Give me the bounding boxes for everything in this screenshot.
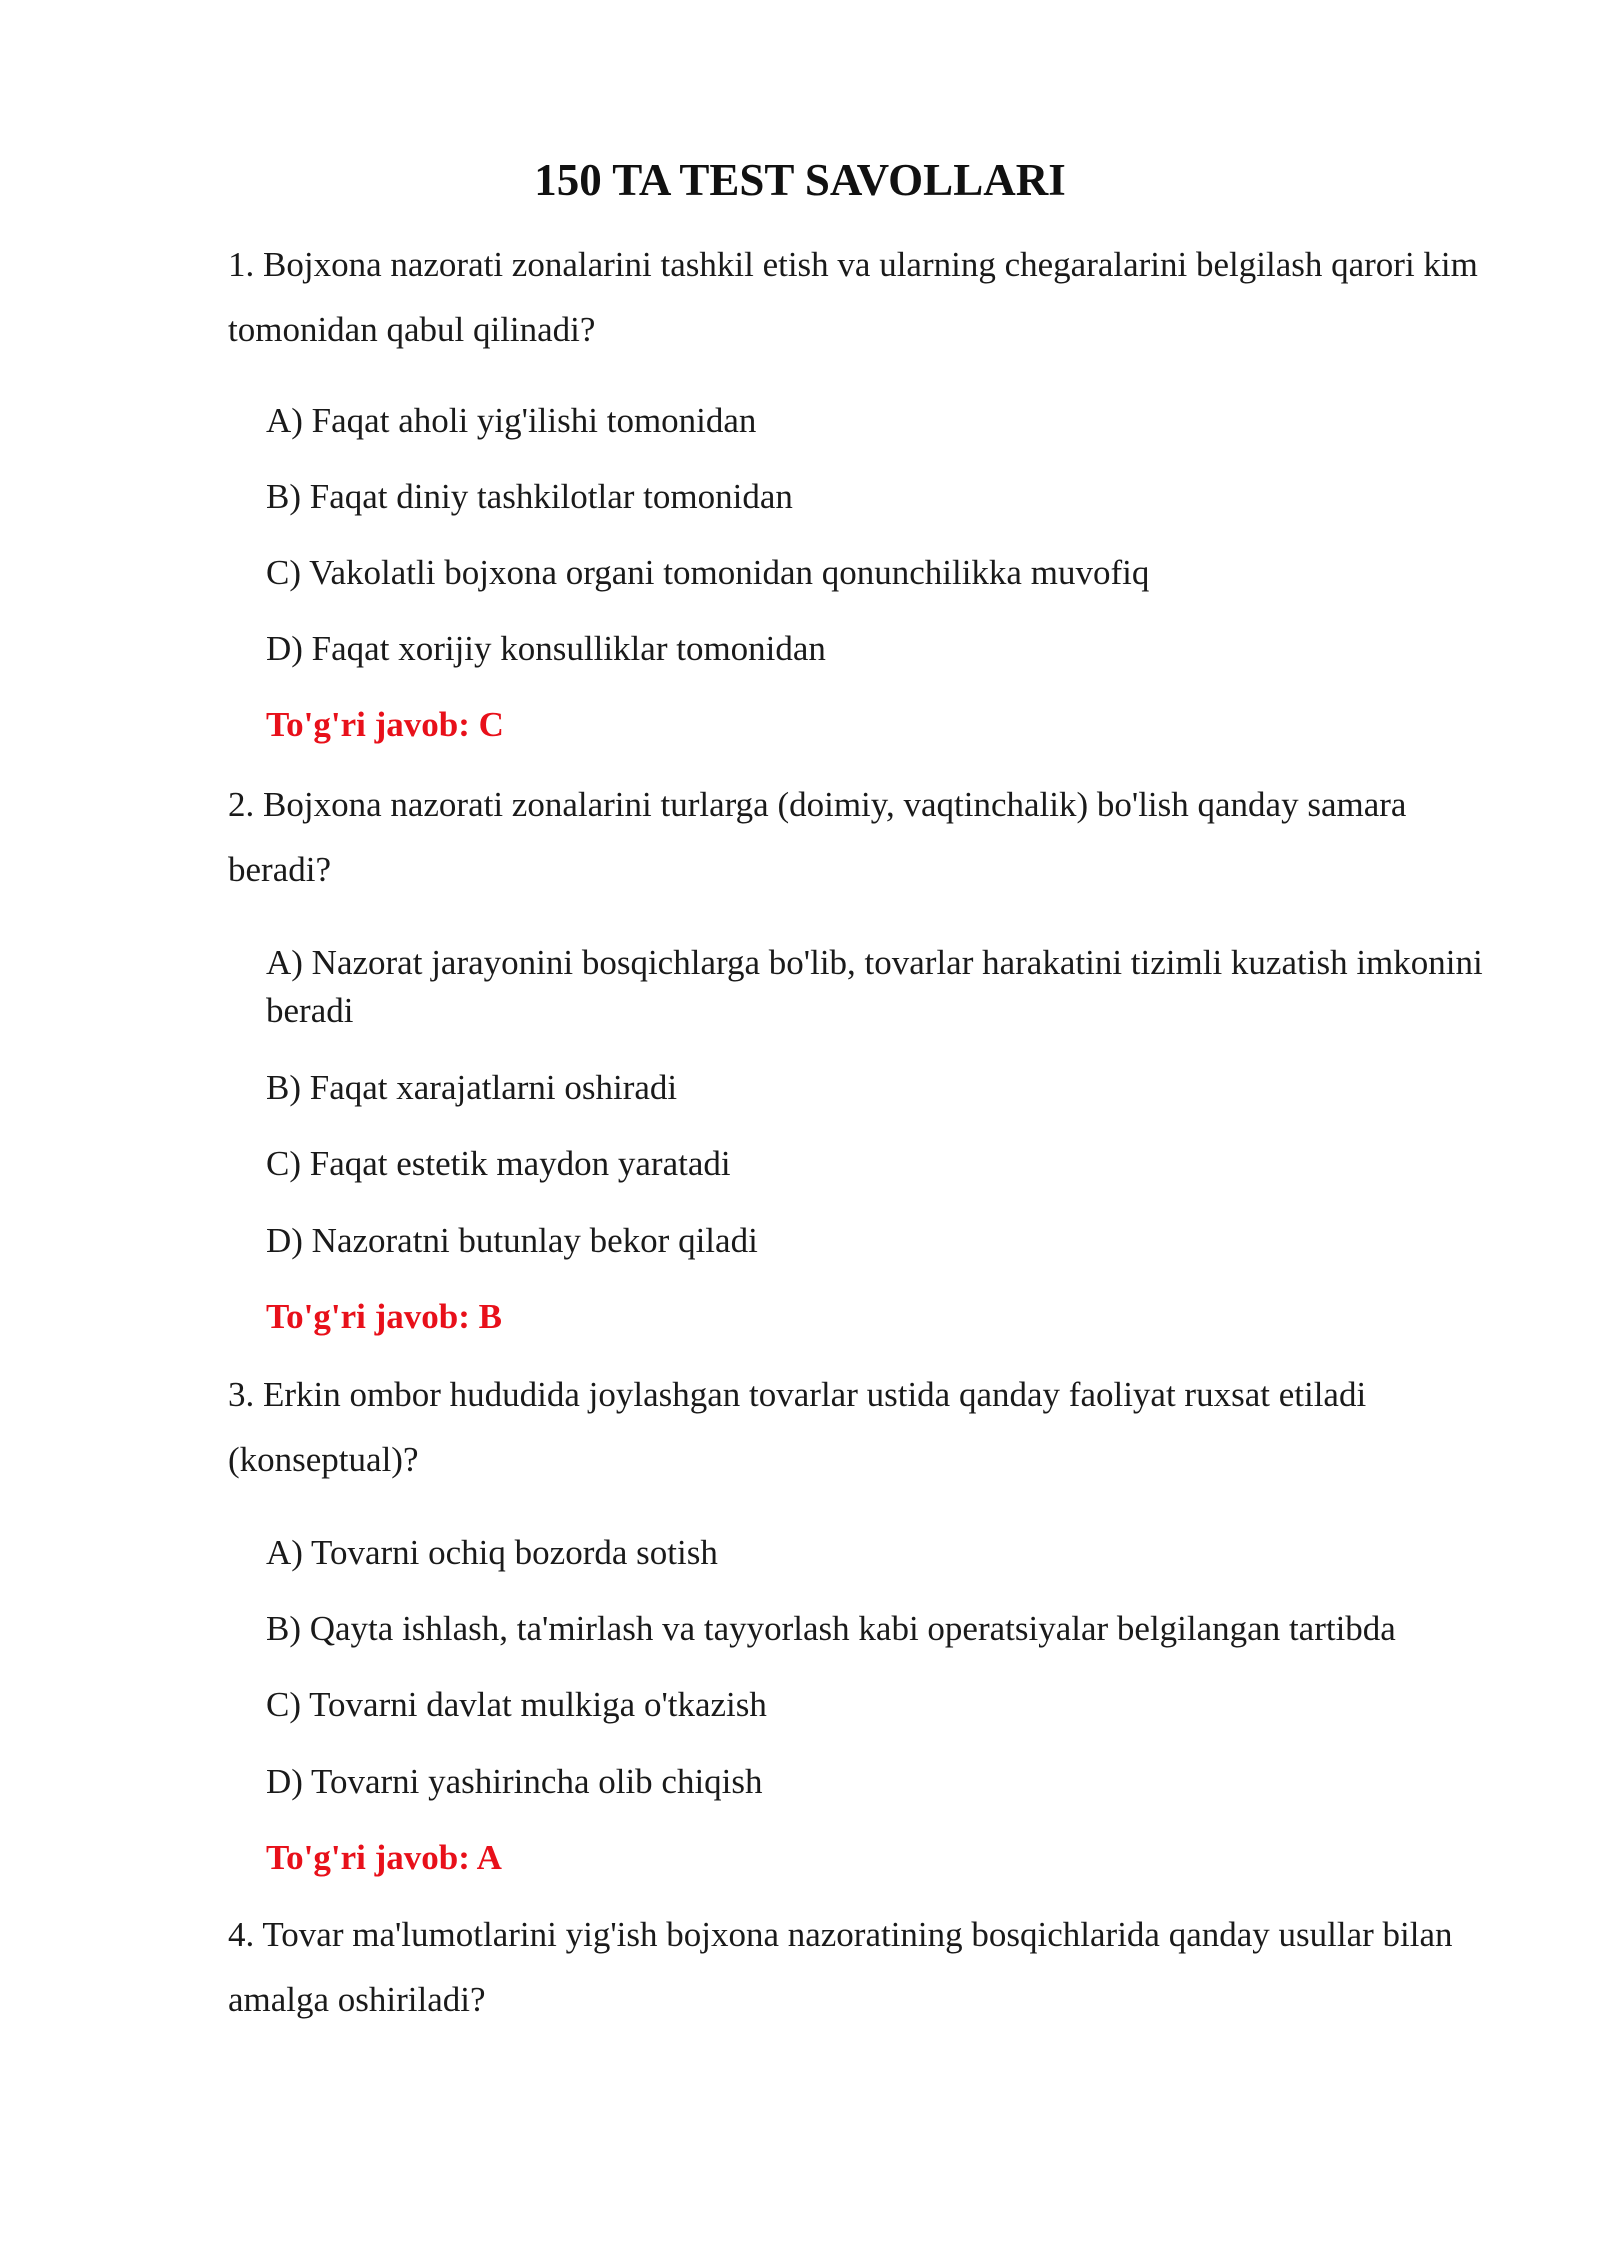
question-3-answer: To'g'ri javob: A [266,1838,502,1877]
page-title: 150 TA TEST SAVOLLARI [534,155,1066,205]
question-1-answer: To'g'ri javob: C [266,705,504,744]
question-2-option-b: B) Faqat xarajatlarni oshiradi [266,1068,678,1107]
question-4-text: 4. Tovar ma'lumotlarini yig'ish bojxona nazoratining bosqichlarida qanday usullar bilan amalga oshiriladi? [228,1915,1453,2019]
question-2-option-c: C) Faqat estetik maydon yaratadi [266,1144,731,1183]
question-3-option-c: C) Tovarni davlat mulkiga o'tkazish [266,1685,767,1724]
question-2-answer: To'g'ri javob: B [266,1297,502,1336]
question-1-text: 1. Bojxona nazorati zonalarini tashkil etish va ularning chegaralarini belgilash qarori kim tomonidan qabul qilinadi? [228,245,1478,349]
question-1-option-b: B) Faqat diniy tashkilotlar tomonidan [266,477,793,516]
question-3-text: 3. Erkin ombor hududida joylashgan tovarlar ustida qanday faoliyat ruxsat etiladi (konseptual)? [228,1375,1367,1479]
question-1-option-d: D) Faqat xorijiy konsulliklar tomonidan [266,629,826,668]
question-1-option-a: A) Faqat aholi yig'ilishi tomonidan [266,401,757,440]
question-3-option-a: A) Tovarni ochiq bozorda sotish [266,1533,718,1572]
question-2-text: 2. Bojxona nazorati zonalarini turlarga (doimiy, vaqtinchalik) bo'lish qanday samara beradi? [228,785,1407,889]
question-2-option-a: A) Nazorat jarayonini bosqichlarga bo'lib, tovarlar harakatini tizimli kuzatish imkonini beradi [266,943,1483,1030]
question-3-option-d: D) Tovarni yashirincha olib chiqish [266,1762,763,1801]
question-3-option-b: B) Qayta ishlash, ta'mirlash va tayyorlash kabi operatsiyalar belgilangan tartibda [266,1609,1396,1648]
question-1-option-c: C) Vakolatli bojxona organi tomonidan qonunchilikka muvofiq [266,553,1150,592]
question-2-option-d: D) Nazoratni butunlay bekor qiladi [266,1221,758,1260]
